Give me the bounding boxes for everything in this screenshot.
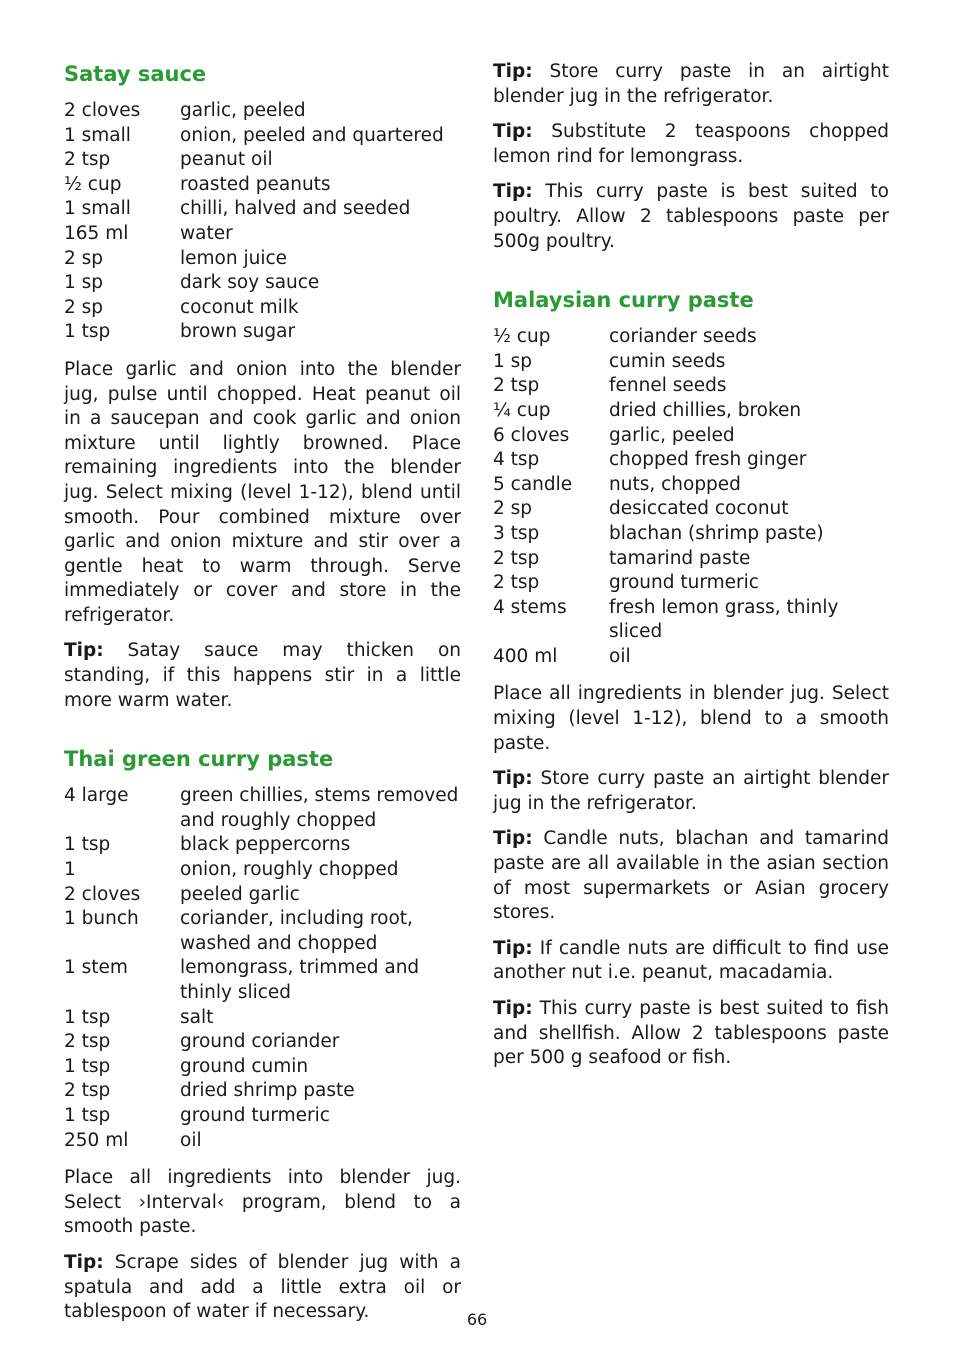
tip-text: Scrape sides of blender jug with a spatula and add a little extra oil or tablespoon of water if necessary. <box>64 1251 461 1323</box>
thai-ingredient-list <box>64 784 461 1153</box>
tip-label: Tip: <box>493 61 533 82</box>
tip-text: Candle nuts, blachan and tamarind paste are all available in the asian section of most supermarkets or Asian grocery stores. <box>493 828 889 924</box>
tip-paragraph <box>493 60 889 109</box>
tip-text: Satay sauce may thicken on standing, if this happens stir in a little more warm water. <box>64 640 461 711</box>
ingredient-name: onion, peeled and quartered <box>180 124 444 146</box>
ingredient-quantity: 1 bunch <box>64 908 139 930</box>
ingredient-row <box>64 858 461 883</box>
ingredient-row <box>64 99 461 124</box>
ingredient-name: tamarind paste <box>609 547 751 569</box>
left-column <box>64 60 461 1336</box>
ingredient-name: fresh lemon grass, thinly sliced <box>609 596 839 643</box>
top-tips <box>493 60 889 254</box>
ingredient-row <box>64 222 461 247</box>
ingredient-row <box>64 1079 461 1104</box>
ingredient-name: garlic, peeled <box>609 424 735 446</box>
tip-text: This curry paste is best suited to poultry. Allow 2 tablespoons paste per 500g poultry. <box>493 181 889 252</box>
tip-paragraph <box>493 180 889 254</box>
ingredient-name: chilli, halved and seeded <box>180 198 411 220</box>
ingredient-row <box>493 448 889 473</box>
ingredient-name: ground turmeric <box>609 572 759 594</box>
ingredient-quantity: 3 tsp <box>493 522 540 544</box>
ingredient-quantity: 4 stems <box>493 596 567 618</box>
tip-text: If candle nuts are difficult to find use another nut i.e. peanut, macadamia. <box>493 937 889 984</box>
ingredient-quantity: 1 sp <box>493 350 533 372</box>
ingredient-row <box>64 173 461 198</box>
tip-label: Tip: <box>493 181 533 203</box>
thai-title: Thai green curry paste <box>64 747 334 772</box>
tip-label: Tip: <box>493 937 533 959</box>
ingredient-row <box>493 424 889 449</box>
satay-title: Satay sauce <box>64 62 207 86</box>
ingredient-quantity: 2 tsp <box>493 375 540 397</box>
tip-text: Store curry paste in an airtight blender jug in the refrigerator. <box>493 61 889 107</box>
ingredient-row <box>64 197 461 222</box>
ingredient-quantity: 2 tsp <box>493 572 540 594</box>
thai-method: Place all ingredients into blender jug. Select ›Interval‹ program, blend to a smooth paste. <box>64 1167 461 1238</box>
ingredient-row <box>493 399 889 424</box>
tip-label: Tip: <box>64 640 104 662</box>
ingredient-quantity: 5 candle <box>493 473 573 495</box>
ingredient-row <box>64 1104 461 1129</box>
ingredient-quantity: 1 small <box>64 124 131 146</box>
malaysian-tips <box>493 767 889 1071</box>
ingredient-name: peeled garlic <box>180 883 300 905</box>
ingredient-row <box>493 571 889 596</box>
ingredient-name: green chillies, stems removed and roughly chopped <box>180 785 459 831</box>
ingredient-name: dark soy sauce <box>180 272 320 294</box>
tip-paragraph <box>493 997 889 1071</box>
right-column <box>493 60 889 1082</box>
ingredient-row <box>64 833 461 858</box>
ingredient-quantity: 1 tsp <box>64 1006 111 1028</box>
ingredient-quantity: 250 ml <box>64 1129 129 1151</box>
ingredient-row <box>493 596 889 645</box>
ingredient-name: garlic, peeled <box>180 100 306 121</box>
ingredient-name: salt <box>180 1006 214 1028</box>
ingredient-name: onion, roughly chopped <box>180 859 399 881</box>
ingredient-row <box>64 124 461 149</box>
ingredient-quantity: 2 sp <box>64 247 104 269</box>
malaysian-ingredient-list <box>493 325 889 669</box>
ingredient-name: coconut milk <box>180 296 299 318</box>
tip-label: Tip: <box>493 768 533 790</box>
ingredient-quantity: 4 large <box>64 785 129 807</box>
ingredient-row <box>493 522 889 547</box>
ingredient-row <box>64 1055 461 1080</box>
ingredient-quantity: 1 <box>64 859 76 881</box>
tip-paragraph <box>493 767 889 816</box>
ingredient-name: oil <box>180 1129 202 1151</box>
ingredient-name: chopped fresh ginger <box>609 449 807 471</box>
ingredient-name: blachan (shrimp paste) <box>609 522 824 544</box>
tip-text: Store curry paste an airtight blender jug in the refrigerator. <box>493 768 889 814</box>
ingredient-name: fennel seeds <box>609 375 727 397</box>
ingredient-name: nuts, chopped <box>609 473 741 495</box>
ingredient-name: oil <box>609 645 631 667</box>
ingredient-name: lemongrass, trimmed and thinly sliced <box>180 957 420 1003</box>
ingredient-quantity: 2 cloves <box>64 883 141 905</box>
ingredient-row <box>493 473 889 498</box>
ingredient-name: ground cumin <box>180 1055 309 1077</box>
ingredient-name: brown sugar <box>180 321 296 343</box>
ingredient-quantity: 1 stem <box>64 957 128 979</box>
ingredient-name: water <box>180 222 233 244</box>
tip-paragraph <box>493 937 889 986</box>
ingredient-quantity: ¼ cup <box>493 399 551 421</box>
ingredient-row <box>493 374 889 399</box>
ingredient-quantity: 1 small <box>64 198 131 220</box>
ingredient-row <box>493 325 889 350</box>
ingredient-name: dried shrimp paste <box>180 1080 355 1102</box>
ingredient-quantity: ½ cup <box>493 326 551 348</box>
ingredient-name: cumin seeds <box>609 350 726 372</box>
ingredient-quantity: 1 sp <box>64 272 104 294</box>
ingredient-name: black peppercorns <box>180 834 351 856</box>
ingredient-row <box>64 1129 461 1154</box>
ingredient-quantity: 2 tsp <box>64 1080 111 1102</box>
tip-text: Substitute 2 teaspoons chopped lemon rind for lemongrass. <box>493 121 889 167</box>
tip-label: Tip: <box>493 121 533 143</box>
ingredient-row <box>64 907 461 956</box>
ingredient-quantity: 1 tsp <box>64 834 111 856</box>
tip-paragraph <box>493 120 889 169</box>
ingredient-quantity: 2 tsp <box>64 1031 111 1053</box>
ingredient-row <box>64 1006 461 1031</box>
ingredient-row <box>64 148 461 173</box>
ingredient-row <box>64 784 461 833</box>
satay-ingredient-list <box>64 99 461 345</box>
ingredient-row <box>493 547 889 572</box>
ingredient-quantity: 400 ml <box>493 645 558 667</box>
ingredient-row <box>64 271 461 296</box>
ingredient-quantity: 1 tsp <box>64 1104 111 1126</box>
ingredient-name: roasted peanuts <box>180 173 331 195</box>
ingredient-quantity: ½ cup <box>64 173 122 195</box>
ingredient-row <box>493 350 889 375</box>
malaysian-title: Malaysian curry paste <box>493 288 754 313</box>
ingredient-name: coriander seeds <box>609 326 757 348</box>
tip-paragraph <box>64 639 461 713</box>
ingredient-quantity: 1 tsp <box>64 1055 111 1077</box>
satay-method: Place garlic and onion into the blender jug, pulse until chopped. Heat peanut oil in a saucepan and cook garlic and onion mixture until lightly browned. Place remaining ingredients into the blender jug. Select mixing (level 1-12), blend until smooth. Pour combined mixture over garlic and onion mixture and stir over a gentle heat to warm through. Serve immediately or cover and store in the refrigerator. <box>64 358 461 626</box>
ingredient-row <box>64 320 461 345</box>
ingredient-quantity: 165 ml <box>64 222 129 244</box>
ingredient-row <box>493 497 889 522</box>
ingredient-quantity: 4 tsp <box>493 449 540 471</box>
tip-paragraph <box>493 827 889 925</box>
ingredient-name: lemon juice <box>180 247 288 269</box>
ingredient-row <box>64 247 461 272</box>
ingredient-name: coriander, including root, washed and chopped <box>180 908 413 954</box>
ingredient-quantity: 2 sp <box>493 498 533 520</box>
ingredient-name: ground turmeric <box>180 1104 330 1126</box>
tip-label: Tip: <box>493 828 533 850</box>
ingredient-quantity: 2 cloves <box>64 100 141 121</box>
malaysian-method: Place all ingredients in blender jug. Select mixing (level 1-12), blend to a smooth paste. <box>493 683 889 754</box>
page-number: 66 <box>466 1310 488 1329</box>
ingredient-row <box>64 883 461 908</box>
ingredient-name: desiccated coconut <box>609 498 789 520</box>
ingredient-quantity: 2 tsp <box>64 149 111 171</box>
ingredient-name: ground coriander <box>180 1031 340 1053</box>
ingredient-quantity: 1 tsp <box>64 321 111 343</box>
tip-label: Tip: <box>493 998 533 1019</box>
ingredient-row <box>64 956 461 1005</box>
satay-tips <box>64 639 461 713</box>
ingredient-quantity: 2 tsp <box>493 547 540 569</box>
ingredient-row <box>493 645 889 670</box>
tip-label: Tip: <box>64 1251 104 1273</box>
ingredient-quantity: 2 sp <box>64 296 104 318</box>
tip-text: This curry paste is best suited to fish and shellfish. Allow 2 tablespoons paste per 500 g seafood or fish. <box>493 998 889 1069</box>
ingredient-name: dried chillies, broken <box>609 399 802 421</box>
ingredient-name: peanut oil <box>180 149 273 171</box>
ingredient-quantity: 6 cloves <box>493 424 570 446</box>
ingredient-row <box>64 296 461 321</box>
ingredient-row <box>64 1030 461 1055</box>
